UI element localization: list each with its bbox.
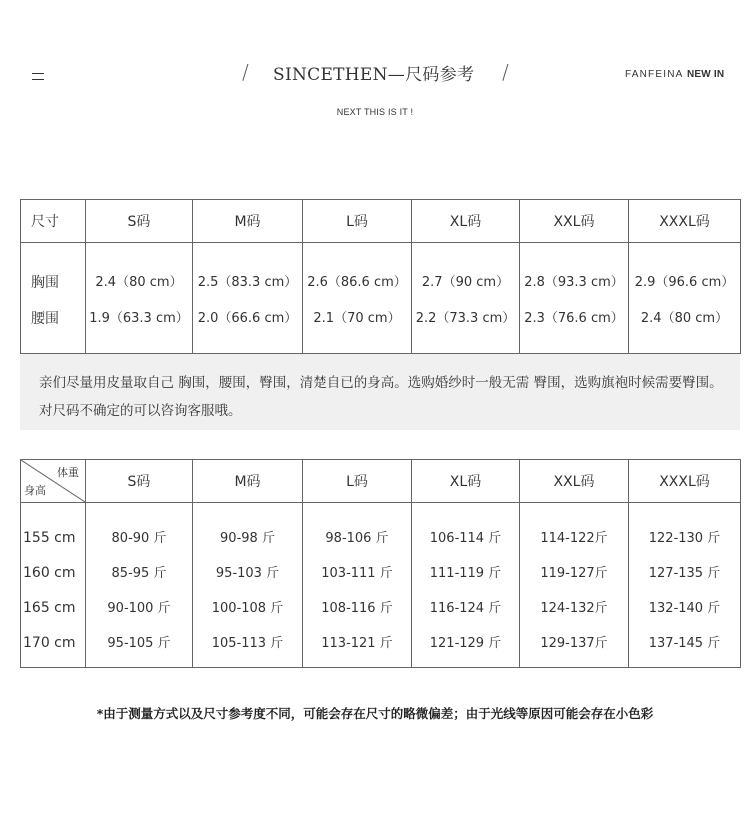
table-cell [520, 243, 629, 354]
weight-value: 127-135 斤 [648, 566, 721, 581]
divider-slash: / [242, 60, 249, 84]
table-cell [193, 243, 303, 354]
height-label: 165 cm [23, 600, 76, 616]
table-cell [86, 503, 193, 668]
height-label: 160 cm [23, 565, 76, 581]
brand-tag: NEW IN [686, 69, 725, 80]
table-row [21, 503, 741, 668]
row-label-waist: 腰围 [31, 311, 59, 327]
column-header: XL码 [412, 200, 520, 243]
weight-value: 137-145 斤 [648, 636, 721, 651]
column-header: S码 [86, 460, 193, 503]
corner-label-height: 身高 [24, 484, 46, 497]
weight-value: 90-98 斤 [220, 531, 275, 546]
weight-value: 121-129 斤 [429, 636, 502, 651]
weight-value: 80-90 斤 [111, 531, 167, 546]
bust-value: 2.5（83.3 cm） [197, 275, 298, 290]
bust-value: 2.8（93.3 cm） [524, 275, 624, 290]
column-header: M码 [193, 200, 303, 243]
waist-value: 2.1（70 cm） [313, 311, 401, 326]
column-header: M码 [193, 460, 303, 503]
column-header: S码 [86, 200, 193, 243]
table-corner-label: 尺寸 [21, 200, 86, 243]
bust-value: 2.7（90 cm） [421, 275, 510, 290]
column-header: XXL码 [520, 460, 629, 503]
footnote: *由于测量方式以及尺寸参考度不同，可能会存在尺寸的略微偏差；由于光线等原因可能会存在小色彩 [96, 706, 654, 721]
divider-slash: / [502, 60, 509, 84]
weight-value: 85-95 斤 [111, 566, 167, 581]
row-label-bust: 胸围 [31, 275, 59, 291]
weight-value: 114-122斤 [540, 531, 608, 546]
waist-value: 1.9（63.3 cm） [89, 311, 189, 326]
table-cell [303, 243, 412, 354]
weight-value: 122-130 斤 [648, 531, 721, 546]
waist-value: 2.3（76.6 cm） [524, 311, 624, 326]
bust-value: 2.4（80 cm） [95, 275, 183, 290]
column-header: XXL码 [520, 200, 629, 243]
weight-value: 111-119 斤 [429, 566, 502, 581]
menu-icon[interactable] [32, 70, 44, 82]
weight-value: 95-103 斤 [215, 566, 280, 581]
table-cell [193, 503, 303, 668]
waist-value: 2.0（66.6 cm） [197, 311, 298, 326]
bust-value: 2.6（86.6 cm） [307, 275, 407, 290]
brand-label [625, 69, 724, 80]
row-label-cell [21, 243, 86, 354]
weight-value: 119-127斤 [540, 566, 608, 581]
table-cell [412, 503, 520, 668]
waist-value: 2.4（80 cm） [640, 311, 729, 326]
table-row [21, 243, 741, 354]
weight-value: 90-100 斤 [107, 601, 171, 616]
column-header: L码 [303, 200, 412, 243]
measurement-table [20, 199, 741, 354]
page-subtitle: NEXT THIS IS IT ! [336, 107, 414, 117]
height-label: 170 cm [23, 635, 76, 651]
row-label-cell [21, 503, 86, 668]
table-header-row [21, 460, 741, 503]
weight-value: 105-113 斤 [211, 636, 284, 651]
table-cell [629, 503, 741, 668]
column-header: L码 [303, 460, 412, 503]
weight-value: 108-116 斤 [321, 601, 393, 616]
height-label: 155 cm [23, 530, 76, 546]
table-corner-cell [21, 460, 86, 503]
weight-value: 129-137斤 [540, 636, 608, 651]
table-cell [629, 243, 741, 354]
column-header: XL码 [412, 460, 520, 503]
column-header: XXXL码 [629, 460, 741, 503]
weight-value: 132-140 斤 [648, 601, 721, 616]
column-header: XXXL码 [629, 200, 741, 243]
weight-value: 95-105 斤 [107, 636, 171, 651]
weight-value: 98-106 斤 [325, 531, 389, 546]
notes-box [20, 354, 740, 430]
fit-table [20, 459, 741, 668]
page-title: SINCETHEN—尺码参考 [273, 65, 475, 85]
table-cell [303, 503, 412, 668]
weight-value: 100-108 斤 [211, 601, 284, 616]
table-cell [86, 243, 193, 354]
weight-value: 103-111 斤 [321, 566, 393, 581]
waist-value: 2.2（73.3 cm） [415, 311, 516, 326]
table-cell [412, 243, 520, 354]
notes-text: 亲们尽量用皮量取自己 胸围，腰围，臀围，清楚自已的身高。选购婚纱时一般无需 臀围，选购旗袍时候需要臀围。对尺码不确定的可以咨询客服哦。 [39, 375, 723, 419]
table-header-row [21, 200, 741, 243]
weight-value: 116-124 斤 [429, 601, 502, 616]
brand-name: FANFEINA [625, 69, 683, 80]
weight-value: 124-132斤 [540, 601, 608, 616]
weight-value: 106-114 斤 [429, 531, 502, 546]
weight-value: 113-121 斤 [321, 636, 393, 651]
corner-label-weight: 体重 [57, 466, 79, 479]
table-cell [520, 503, 629, 668]
bust-value: 2.9（96.6 cm） [634, 275, 735, 290]
